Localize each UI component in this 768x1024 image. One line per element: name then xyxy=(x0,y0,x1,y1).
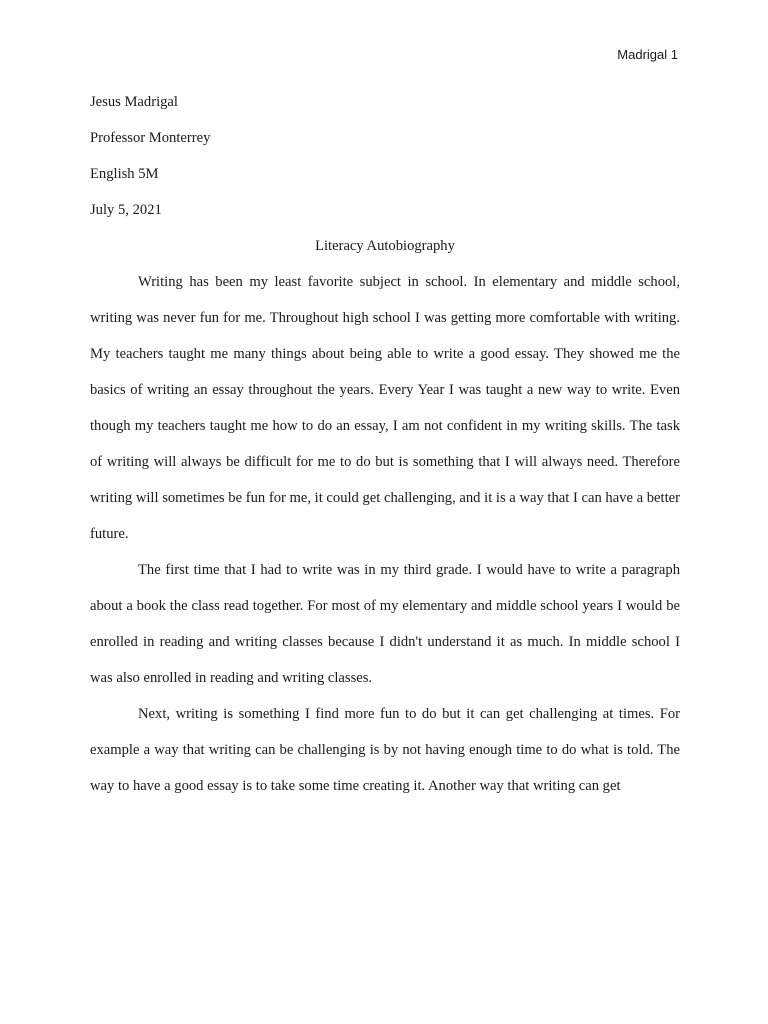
paragraph-1: Writing has been my least favorite subject in school. In elementary and middle school, writing was never fun for me. Throughout high school I was getting more comfortable with writing. My teachers taught me many things about being able to write a good essay. They showed me the basics of writing an essay throughout the years. Every Year I was taught a new way to write. Even though my teachers taught me how to do an essay, I am not confident in my writing skills. The task of writing will always be difficult for me to do but is something that I will always need. Therefore writing will sometimes be fun for me, it could get challenging, and it is a way that I can have a better future. xyxy=(90,274,680,542)
paragraph-2: The first time that I had to write was in my third grade. I would have to write a paragraph about a book the class read together. For most of my elementary and middle school years I would be enrolled in reading and writing classes because I didn't understand it as much. In middle school I was also enrolled in reading and writing classes. xyxy=(90,562,680,686)
essay-title: Literacy Autobiography xyxy=(315,238,455,254)
paragraph-3: Next, writing is something I find more fun to do but it can get challenging at times. For example a way that writing can be challenging is by not having enough time to do what is told. The way to have a good essay is to take some time creating it. Another way that writing can get xyxy=(90,706,680,794)
running-head: Madrigal 1 xyxy=(617,47,678,62)
essay-body xyxy=(90,84,680,804)
course-name: English 5M xyxy=(90,166,159,182)
essay-date: July 5, 2021 xyxy=(90,202,162,218)
professor-name: Professor Monterrey xyxy=(90,130,211,146)
student-name: Jesus Madrigal xyxy=(90,94,178,110)
